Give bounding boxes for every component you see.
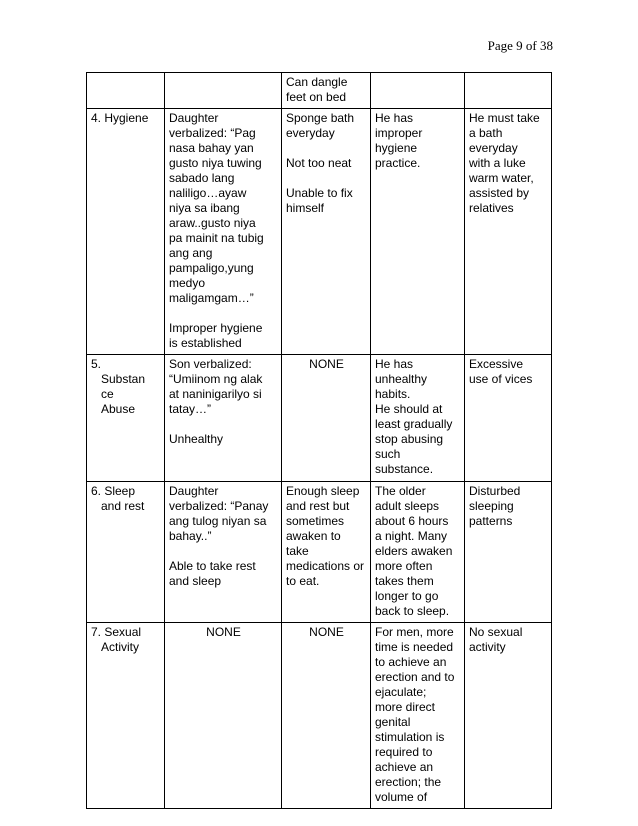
table-row xyxy=(87,623,552,809)
table-row xyxy=(87,482,552,623)
cell-problem: No sexual activity xyxy=(465,623,552,809)
parameter-label: 6. Sleep and rest xyxy=(91,484,145,513)
objective-finding-3: Unable to fix himself xyxy=(286,186,353,215)
subjective-finding: Able to take rest and sleep xyxy=(169,559,256,588)
cell-problem: Excessive use of vices xyxy=(465,355,552,482)
cell-parameter: 4. Hygiene xyxy=(87,109,165,355)
cell-analysis: He has unhealthy habits. He should at least gradually stop abusing such substance. xyxy=(371,355,465,482)
cell-problem: He must take a bath everyday with a luke warm water, assisted by relatives xyxy=(465,109,552,355)
cell-objective: NONE xyxy=(282,355,371,482)
cell-analysis: The older adult sleeps about 6 hours a night. Many elders awaken more often takes them longer to go back to sleep. xyxy=(371,482,465,623)
cell-subjective xyxy=(165,73,282,109)
cell-problem xyxy=(465,73,552,109)
subjective-quote: Son verbalized: “Umiinom ng alak at naninigarilyo si tatay…” xyxy=(169,357,263,416)
objective-finding-2: Not too neat xyxy=(286,156,352,170)
objective-finding-1: Sponge bath everyday xyxy=(286,111,355,140)
cell-analysis: He has improper hygiene practice. xyxy=(371,109,465,355)
cell-subjective xyxy=(165,109,282,355)
cell-objective xyxy=(282,109,371,355)
parameter-label: 7. Sexual Activity xyxy=(91,625,142,654)
cell-objective: Can dangle feet on bed xyxy=(282,73,371,109)
cell-objective: Enough sleep and rest but sometimes awaken to take medications or to eat. xyxy=(282,482,371,623)
page-number: Page 9 of 38 xyxy=(487,38,553,53)
cell-subjective xyxy=(165,355,282,482)
cell-parameter xyxy=(87,355,165,482)
cell-objective: NONE xyxy=(282,623,371,809)
subjective-finding: Unhealthy xyxy=(169,432,224,446)
cell-parameter xyxy=(87,482,165,623)
cell-parameter xyxy=(87,73,165,109)
table-row xyxy=(87,109,552,355)
cell-subjective: NONE xyxy=(165,623,282,809)
table-row xyxy=(87,355,552,482)
cell-parameter xyxy=(87,623,165,809)
cell-problem: Disturbed sleeping patterns xyxy=(465,482,552,623)
table-row xyxy=(87,73,552,109)
subjective-quote: Daughter verbalized: “Pag nasa bahay yan gusto niya tuwing sabado lang naliligo…ayaw niya sa ibang araw..gusto niya pa mainit na tubig ang ang pampaligo,yung medyo maligamgam…” xyxy=(169,111,264,305)
subjective-quote: Daughter verbalized: “Panay ang tulog niyan sa bahay..” xyxy=(169,484,269,543)
cell-subjective xyxy=(165,482,282,623)
cell-analysis: For men, more time is needed to achieve an erection and to ejaculate; more direct genital stimulation is required to achieve an erection; the volume of xyxy=(371,623,465,809)
subjective-finding: Improper hygiene is established xyxy=(169,321,263,350)
assessment-table xyxy=(86,72,552,809)
cell-analysis xyxy=(371,73,465,109)
parameter-label: 5. Substan ce Abuse xyxy=(91,357,146,416)
